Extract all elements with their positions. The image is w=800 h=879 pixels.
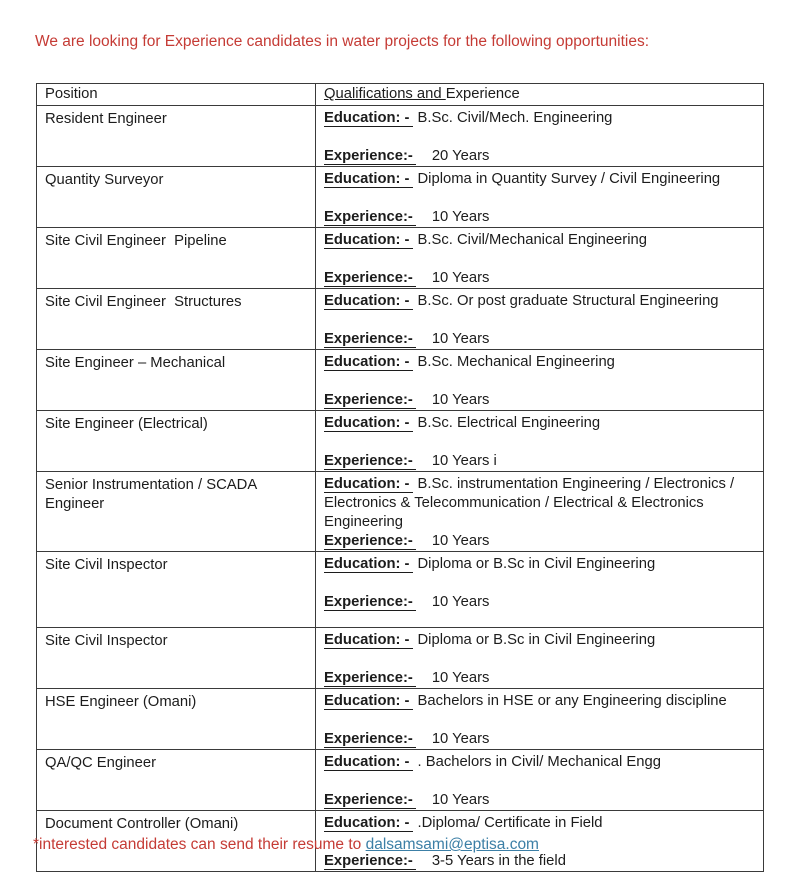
experience-line [324,669,755,688]
table-row [37,167,764,228]
experience-value: 10 Years i [431,453,497,469]
qualifications-header-underlined: Qualifications and [324,86,446,102]
position-column-header: Position [37,84,316,106]
education-line [324,475,755,532]
experience-line [324,391,755,410]
education-value: Bachelors in HSE or any Engineering discipline [417,693,727,709]
education-line [324,414,755,433]
education-line [324,692,755,711]
position-cell [37,552,316,628]
education-label: Education: - [324,476,413,493]
experience-value: 10 Years [431,209,490,225]
education-value: B.Sc. Electrical Engineering [417,415,601,431]
position-label: Site Civil Inspector [45,633,168,649]
experience-line [324,330,755,349]
experience-label: Experience:- [324,731,416,748]
position-label: Site Engineer – Mechanical [45,355,226,371]
experience-line [324,147,755,166]
experience-value: 10 Years [431,331,490,347]
education-label: Education: - [324,110,413,127]
position-cell [37,628,316,689]
experience-line [324,791,755,810]
education-value: B.Sc. Mechanical Engineering [417,354,615,370]
experience-value: 10 Years [431,392,490,408]
position-cell [37,106,316,167]
qualifications-cell [316,689,764,750]
experience-line [324,532,755,551]
education-line [324,814,755,833]
experience-value: 10 Years [431,731,490,747]
education-value: Diploma or B.Sc in Civil Engineering [417,556,656,572]
experience-label: Experience:- [324,148,416,165]
position-label: Document Controller (Omani) [45,816,239,832]
education-value: B.Sc. Civil/Mech. Engineering [417,110,613,126]
experience-value: 20 Years [431,148,490,164]
footer-note [33,836,773,854]
table-row [37,628,764,689]
experience-label: Experience:- [324,792,416,809]
table-row [37,552,764,628]
education-label: Education: - [324,815,413,832]
education-label: Education: - [324,632,413,649]
education-value: . Bachelors in Civil/ Mechanical Engg [417,754,661,770]
qualifications-cell [316,411,764,472]
education-value: B.Sc. Or post graduate Structural Engineering [417,293,719,309]
page-title: We are looking for Experience candidates in water projects for the following opportunities: [35,33,650,50]
experience-label: Experience:- [324,392,416,409]
education-label: Education: - [324,754,413,771]
qualifications-header-rest: Experience [445,86,520,102]
education-value: B.Sc. instrumentation Engineering / Electronics / Electronics & Telecommunication / Electrical & Electronics Engineering [324,476,735,530]
table-row [37,689,764,750]
experience-label: Experience:- [324,453,416,470]
position-cell [37,289,316,350]
education-line [324,170,755,189]
position-cell [37,350,316,411]
experience-line [324,452,755,471]
experience-line [324,269,755,288]
education-line [324,555,755,574]
qualifications-cell [316,350,764,411]
experience-value: 3-5 Years in the field [431,853,566,869]
email-link[interactable]: dalsamsami@eptisa.com [365,836,539,853]
position-cell [37,472,316,552]
qualifications-cell [316,106,764,167]
experience-line [324,852,755,871]
experience-label: Experience:- [324,670,416,687]
education-line [324,631,755,650]
table-row [37,106,764,167]
experience-label: Experience:- [324,331,416,348]
table-row [37,472,764,552]
education-value: Diploma in Quantity Survey / Civil Engineering [417,171,721,187]
qualifications-cell [316,167,764,228]
education-line [324,292,755,311]
education-label: Education: - [324,415,413,432]
experience-value: 10 Years [431,594,490,610]
qualifications-cell [316,289,764,350]
position-label: QA/QC Engineer [45,755,157,771]
education-value: .Diploma/ Certificate in Field [417,815,603,831]
experience-label: Experience:- [324,209,416,226]
experience-value: 10 Years [431,670,490,686]
position-cell [37,228,316,289]
experience-label: Experience:- [324,270,416,287]
qualifications-cell [316,472,764,552]
education-label: Education: - [324,693,413,710]
education-line [324,753,755,772]
education-value: Diploma or B.Sc in Civil Engineering [417,632,656,648]
position-label: Site Civil Inspector [45,557,168,573]
experience-value: 10 Years [431,533,490,549]
education-line [324,231,755,250]
position-label: Quantity Surveyor [45,172,164,188]
qualifications-cell [316,628,764,689]
experience-value: 10 Years [431,792,490,808]
education-label: Education: - [324,293,413,310]
position-label: HSE Engineer (Omani) [45,694,197,710]
education-label: Education: - [324,232,413,249]
position-cell [37,689,316,750]
position-label: Site Engineer (Electrical) [45,416,208,432]
education-label: Education: - [324,171,413,188]
table-header-row [37,84,764,106]
qualifications-cell [316,552,764,628]
position-label: Senior Instrumentation / SCADA Engineer [45,477,261,512]
experience-label: Experience:- [324,853,416,870]
table-row [37,411,764,472]
education-line [324,109,755,128]
table-row [37,750,764,811]
table-row [37,350,764,411]
table-row [37,228,764,289]
job-table [36,83,764,872]
education-value: B.Sc. Civil/Mechanical Engineering [417,232,647,248]
experience-line [324,208,755,227]
position-cell [37,411,316,472]
education-label: Education: - [324,556,413,573]
position-cell [37,750,316,811]
experience-value: 10 Years [431,270,490,286]
qualifications-cell [316,228,764,289]
footer-text: *interested candidates can send their resume to [33,836,366,853]
education-label: Education: - [324,354,413,371]
experience-label: Experience:- [324,533,416,550]
position-label: Site Civil Engineer Pipeline [45,233,227,249]
education-line [324,353,755,372]
position-cell [37,167,316,228]
position-label: Resident Engineer [45,111,167,127]
qualifications-cell [316,750,764,811]
experience-line [324,730,755,749]
qualifications-column-header [316,84,764,106]
table-row [37,289,764,350]
experience-label: Experience:- [324,594,416,611]
experience-line [324,593,755,612]
position-label: Site Civil Engineer Structures [45,294,242,310]
